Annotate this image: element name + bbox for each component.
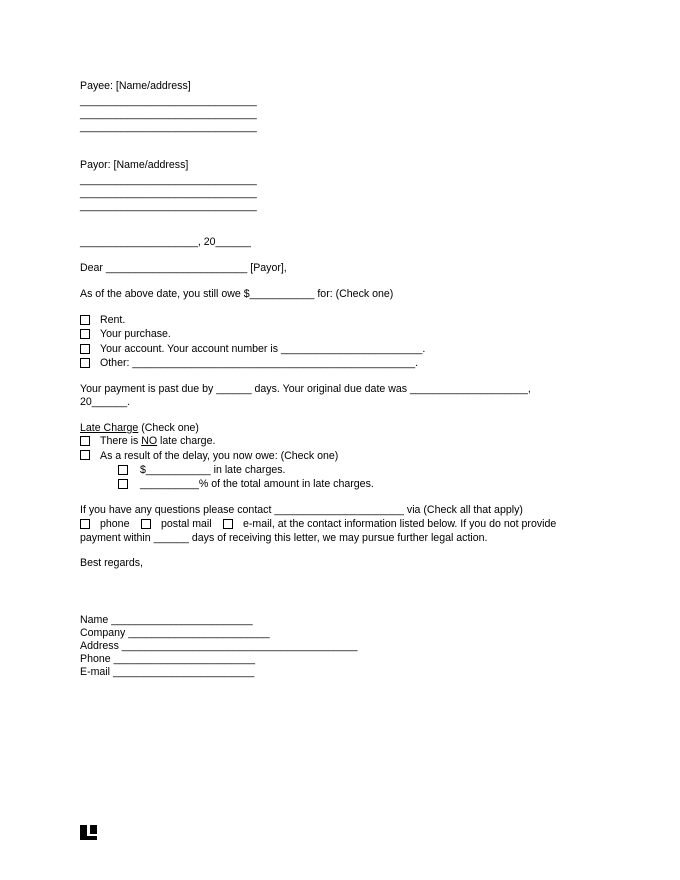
option-purchase-label: Your purchase. [100,328,171,340]
late-charge-heading [80,422,199,435]
checkbox-email[interactable] [223,519,233,529]
phone-option-label: phone [100,518,130,530]
late-charge-title: Late Charge [80,422,139,434]
salutation: Dear ________________________ [Payor], [80,262,287,274]
checkbox-late-charge-owed[interactable] [80,450,90,460]
signature-address[interactable]: Address ________________________________________ [80,640,358,652]
payor-line-1[interactable]: ______________________________ [80,174,257,186]
date-line[interactable]: ____________________, 20______ [80,236,251,248]
payor-line-2[interactable]: ______________________________ [80,187,257,199]
flat-late-charge-label: $___________ in late charges. [140,464,286,476]
no-late-charge-label [100,435,215,448]
no-emphasis: NO [141,435,158,447]
late-charge-owed-label: As a result of the delay, you now owe: (Check one) [100,450,339,462]
checkbox-no-late-charge[interactable] [80,436,90,446]
no-late-charge-text-b: late charge. [157,435,216,447]
payor-label: Payor: [Name/address] [80,159,189,171]
option-rent-label: Rent. [100,314,126,326]
closing: Best regards, [80,557,144,569]
payee-line-2[interactable]: ______________________________ [80,108,257,120]
signature-company[interactable]: Company ________________________ [80,627,270,639]
past-due-line-2: 20______. [80,396,131,408]
no-late-charge-text-a: There is [100,435,142,447]
payor-line-3[interactable]: ______________________________ [80,200,257,212]
payee-line-3[interactable]: ______________________________ [80,121,257,133]
checkbox-postal-mail[interactable] [141,519,151,529]
checkbox-flat-late-charge[interactable] [118,465,128,475]
checkbox-rent[interactable] [80,315,90,325]
postal-mail-option-label: postal mail [161,518,212,530]
option-account-label: Your account. Your account number is ________________________. [100,343,426,355]
signature-name[interactable]: Name ________________________ [80,614,253,626]
contact-line-3: payment within ______ days of receiving this letter, we may pursue further legal action. [80,532,488,544]
logo-icon [80,825,97,840]
checkbox-purchase[interactable] [80,329,90,339]
payee-line-1[interactable]: ______________________________ [80,95,257,107]
email-option-label: e-mail, at the contact information listed below. If you do not provide [243,518,557,530]
checkbox-phone[interactable] [80,519,90,529]
payee-label: Payee: [Name/address] [80,80,191,92]
past-due-line-1: Your payment is past due by ______ days. Your original due date was ____________________, [80,383,531,395]
signature-phone[interactable]: Phone ________________________ [80,653,255,665]
late-charge-instruction: (Check one) [138,422,199,434]
percent-late-charge-label: __________% of the total amount in late charges. [140,478,374,490]
checkbox-account[interactable] [80,344,90,354]
signature-email[interactable]: E-mail ________________________ [80,666,255,678]
checkbox-percent-late-charge[interactable] [118,479,128,489]
checkbox-other[interactable] [80,358,90,368]
contact-line-1: If you have any questions please contact ______________________ via (Check all that apply) [80,504,523,516]
option-other-label: Other: ________________________________________________. [100,357,419,369]
owe-line: As of the above date, you still owe $___________ for: (Check one) [80,288,394,300]
